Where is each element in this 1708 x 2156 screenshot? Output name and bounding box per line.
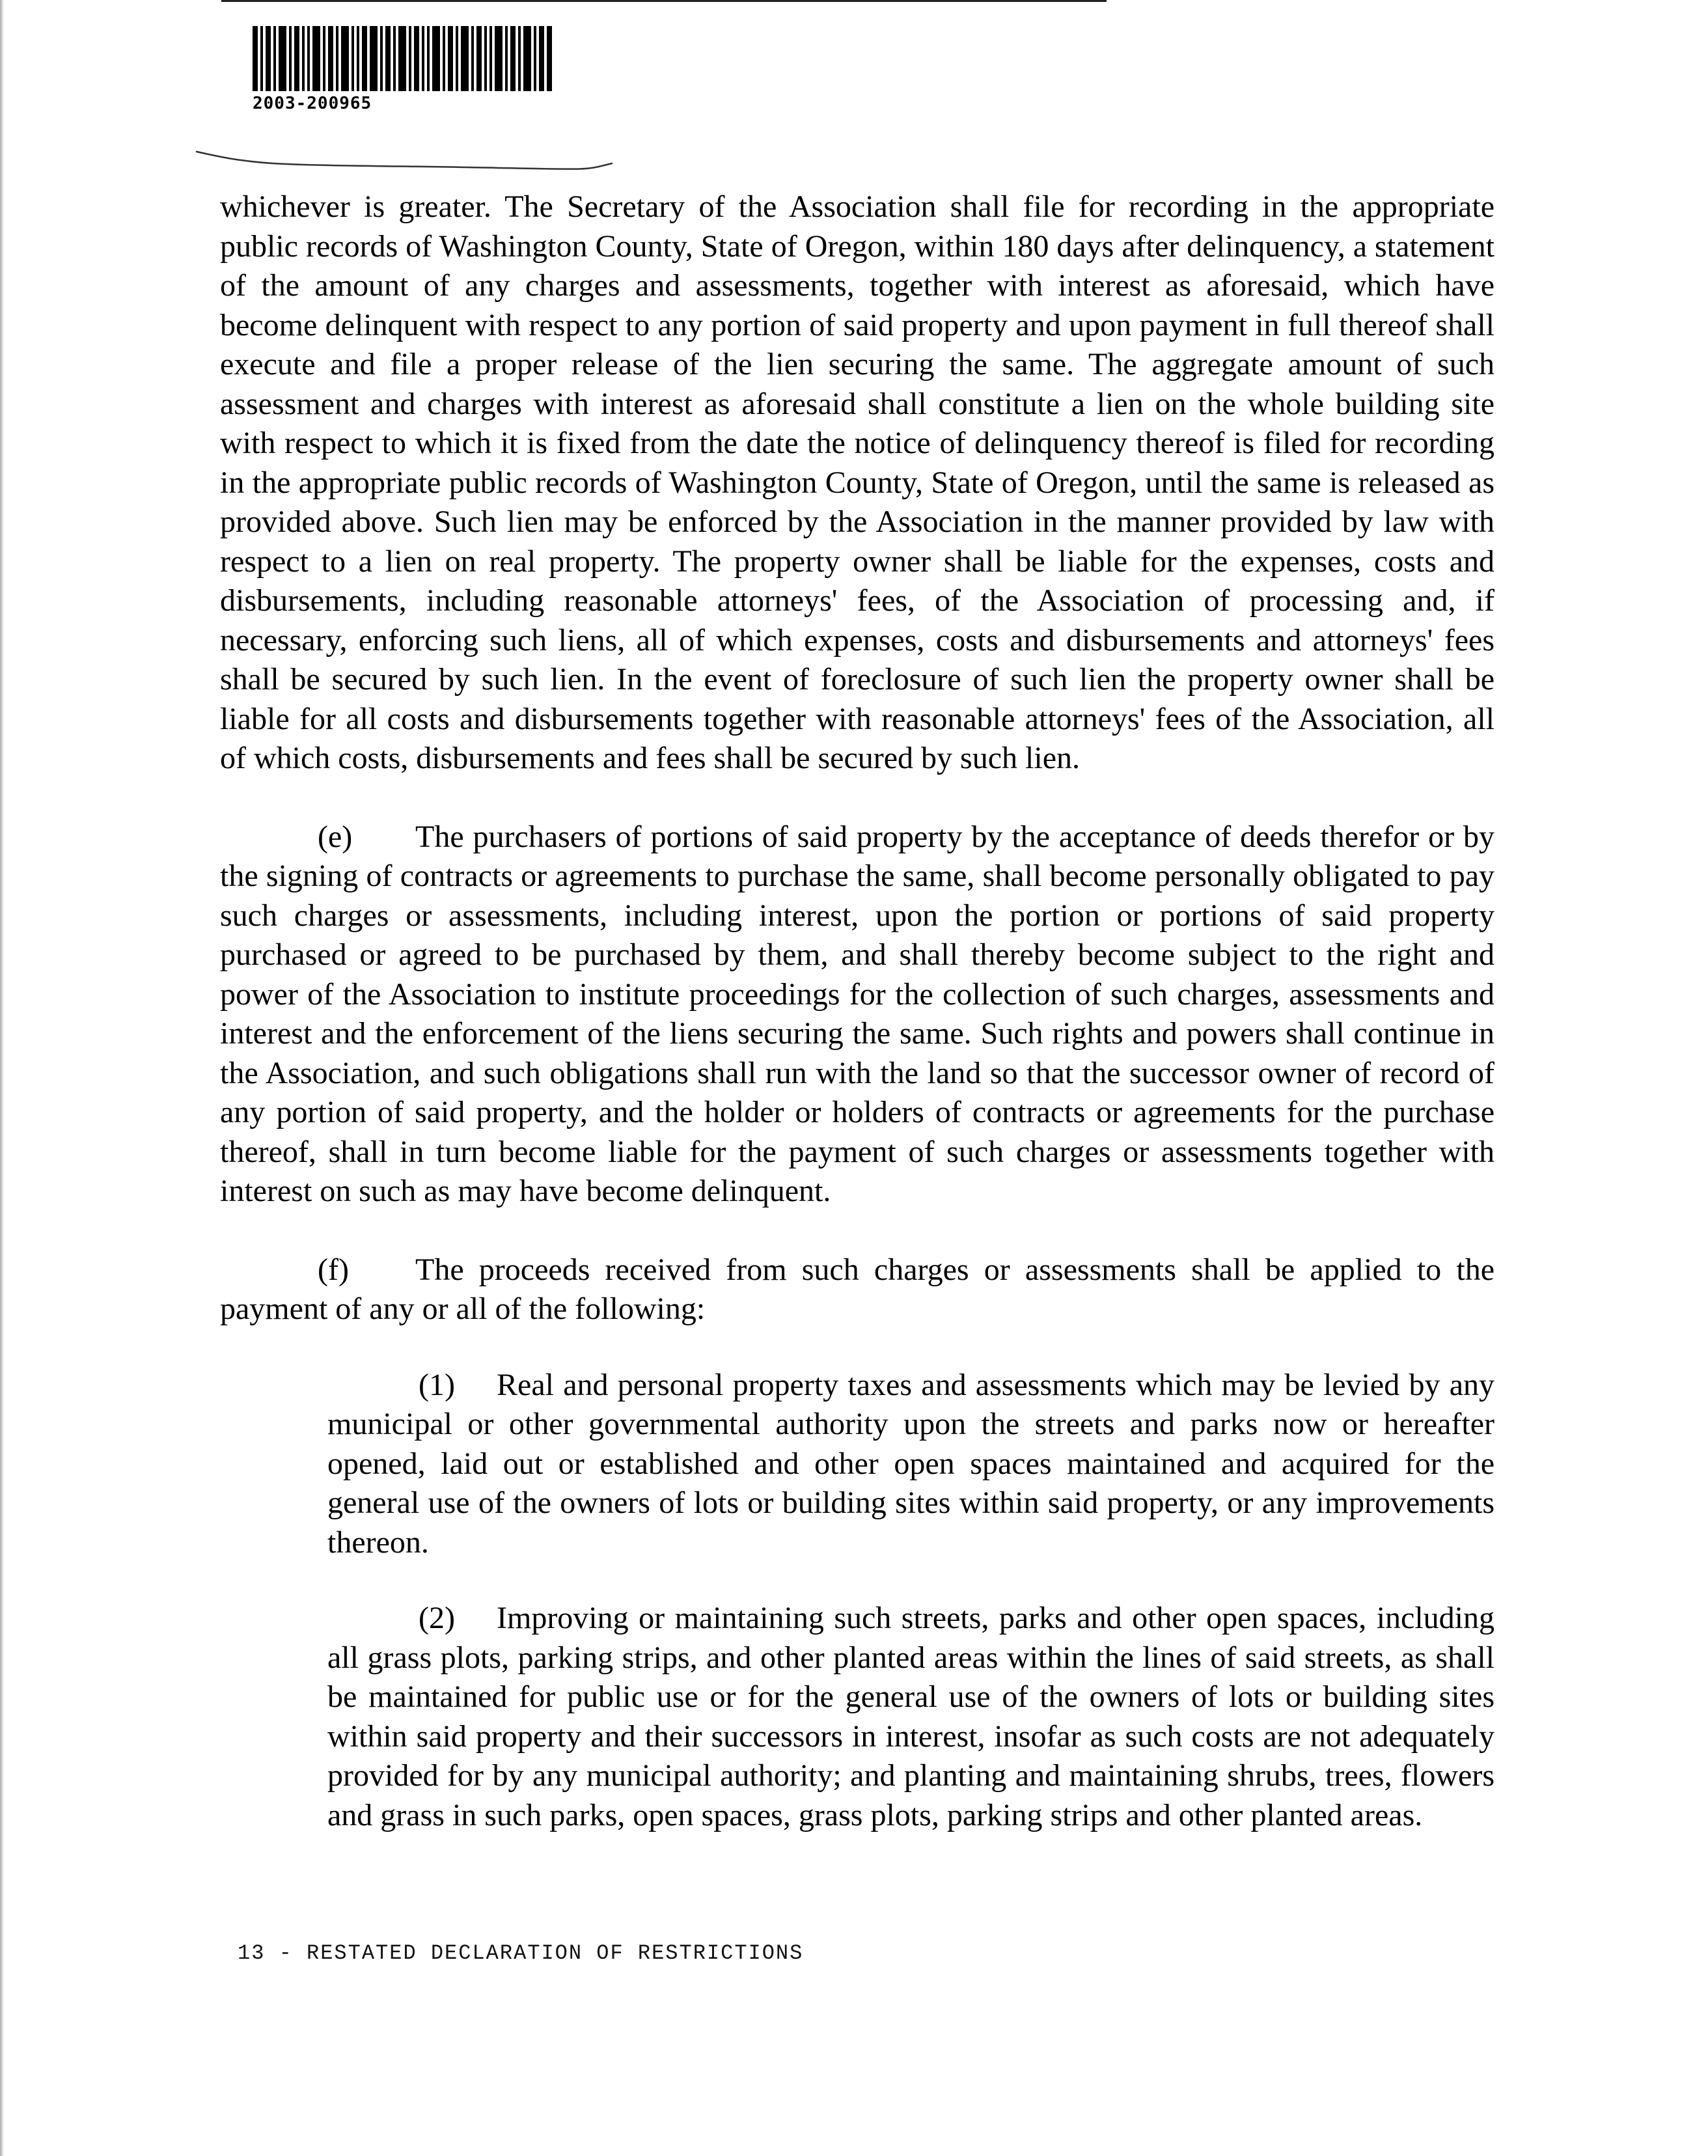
paragraph-f1 <box>327 1366 1494 1563</box>
page-body <box>220 187 1494 1835</box>
paragraph-f2-text: Improving or maintaining such streets, parks and other open spaces, including all grass plots, parking strips, and other planted areas within the lines of said streets, as shall be maintained for public use or for the general use of the owners of lots or building sites within said property and their successors in interest, insofar as such costs are not adequately provided for by any municipal authority; and planting and maintaining shrubs, trees, flowers and grass in such parks, open spaces, grass plots, parking strips and other planted areas. <box>327 1601 1494 1832</box>
paragraph-e-text: The purchasers of portions of said property by the acceptance of deeds therefor or by the signing of contracts or agreements to purchase the same, shall become personally obligated to pay such charges or assessments, including interest, upon the portion or portions of said property purchased or agreed to be purchased by them, and shall thereby become subject to the right and power of the Association to institute proceedings for the collection of such charges, assessments and interest and the enforcement of the liens securing the same. Such rights and powers shall continue in the Association, and such obligations shall run with the land so that the successor owner of record of any portion of said property, and the holder or holders of contracts or agreements for the purchase thereof, shall in turn become liable for the payment of such charges or assessments together with interest on such as may have become delinquent. <box>220 819 1494 1208</box>
paragraph-e <box>220 818 1494 1211</box>
paragraph-e-marker: (e) <box>318 819 353 854</box>
paragraph-f <box>220 1251 1494 1329</box>
paragraph-f2 <box>327 1599 1494 1835</box>
barcode-number: 2003-200965 <box>253 94 372 113</box>
scan-top-rule <box>221 0 1107 2</box>
scan-edge-shadow <box>0 0 4 2156</box>
paragraph-f1-marker: (1) <box>419 1367 455 1402</box>
recording-barcode-block <box>253 26 552 112</box>
paragraph-f-text: The proceeds received from such charges or assessments shall be applied to the payment of any or all of the following: <box>220 1252 1494 1326</box>
handwritten-line-mark <box>195 146 618 179</box>
page-footer: 13 - RESTATED DECLARATION OF RESTRICTIONS <box>238 1941 804 1965</box>
paragraph-f2-marker: (2) <box>419 1601 455 1635</box>
paragraph-f-marker: (f) <box>318 1252 349 1287</box>
paragraph-continuation: whichever is greater. The Secretary of the Association shall file for recording in the appropriate public records of Washington County, State of Oregon, within 180 days after delinquency, a statement of the amount of any charges and assessments, together with interest as aforesaid, which have become delinquent with respect to any portion of said property and upon payment in full thereof shall execute and file a proper release of the lien securing the same. The aggregate amount of such assessment and charges with interest as aforesaid shall constitute a lien on the whole building site with respect to which it is fixed from the date the notice of delinquency thereof is filed for recording in the appropriate public records of Washington County, State of Oregon, until the same is released as provided above. Such lien may be enforced by the Association in the manner provided by law with respect to a lien on real property. The property owner shall be liable for the expenses, costs and disbursements, including reasonable attorneys' fees, of the Association of processing and, if necessary, enforcing such liens, all of which expenses, costs and disbursements and attorneys' fees shall be secured by such lien. In the event of foreclosure of such lien the property owner shall be liable for all costs and disbursements together with reasonable attorneys' fees of the Association, all of which costs, disbursements and fees shall be secured by such lien. <box>220 189 1494 775</box>
paragraph-f1-text: Real and personal property taxes and assessments which may be levied by any municipal or other governmental authority upon the streets and parks now or hereafter opened, laid out or established and other open spaces maintained and acquired for the general use of the owners of lots or building sites within said property, or any improvements thereon. <box>327 1367 1494 1560</box>
barcode-icon <box>253 26 552 91</box>
